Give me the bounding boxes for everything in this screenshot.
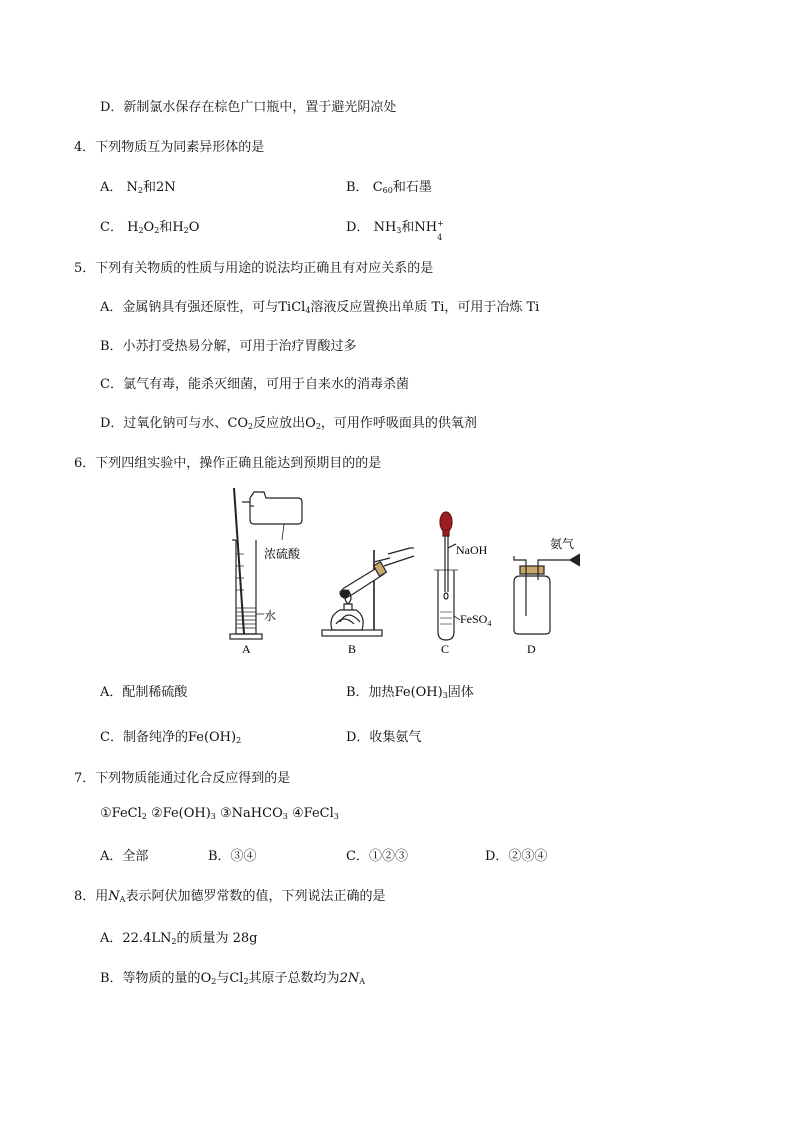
option-text: B．等物质的量的 — [100, 971, 201, 986]
subscript: 2 — [211, 977, 217, 986]
subscript: 2 — [243, 977, 249, 986]
subscript: 2 — [154, 226, 160, 235]
apparatus-b — [322, 548, 414, 636]
formula: Cl — [229, 971, 244, 986]
label-conc-acid: 浓硫酸 — [264, 547, 301, 561]
formula: 2N — [156, 180, 176, 195]
subscript: 3 — [210, 812, 216, 821]
figure-letter-b: B — [348, 642, 357, 656]
q7-option-d: D．②③④ — [485, 849, 548, 864]
formula: O — [188, 220, 200, 235]
q6-option-a: A．配制稀硫酸 — [100, 685, 188, 700]
q6-option-d: D．收集氨气 — [346, 730, 422, 745]
subscript: 2 — [248, 422, 254, 431]
q5-option-c: C．氯气有毒，能杀灭细菌，可用于自来水的消毒杀菌 — [100, 377, 409, 392]
q4-option-c — [100, 216, 199, 235]
option-prefix: D． — [346, 220, 370, 235]
formula: TiCl — [278, 300, 306, 315]
item: ①FeCl — [100, 806, 142, 821]
subscript: 2 — [141, 812, 147, 821]
q6-option-b — [346, 681, 474, 700]
option-text: D．过氧化钠可与水、 — [100, 416, 228, 431]
avogadro-symbol: N — [108, 889, 120, 904]
option-text: ，可用作呼吸面具的供氧剂 — [320, 416, 477, 431]
label-feso4 — [460, 612, 491, 628]
option-prefix: B． — [346, 180, 369, 195]
q7-option-a: A．全部 — [100, 849, 149, 864]
label-naoh: NaOH — [456, 543, 488, 557]
q4-stem: 4．下列物质互为同素异形体的是 — [74, 140, 265, 155]
q4-option-d — [346, 216, 444, 242]
option-text: C．制备纯净的 — [100, 730, 188, 745]
formula: O — [143, 220, 155, 235]
subscript: 3 — [333, 812, 339, 821]
apparatus-d — [514, 554, 580, 634]
subscript: 2 — [236, 736, 242, 745]
figure-letter-a: A — [242, 642, 251, 656]
label-water: 水 — [264, 609, 277, 623]
label-feso4-sub: 4 — [487, 619, 492, 628]
q5-option-d — [100, 412, 477, 431]
q4-option-b — [346, 176, 432, 195]
q7-option-c: C．①②③ — [346, 849, 408, 864]
superscript: + — [437, 219, 444, 228]
connector: 和 — [143, 180, 157, 195]
formula: H — [127, 220, 139, 235]
connector: 与 — [216, 971, 230, 986]
q7-option-b: B．③④ — [208, 849, 257, 864]
avogadro-symbol: 2N — [339, 971, 360, 986]
subscript: 3 — [396, 226, 402, 235]
option-prefix: A． — [100, 931, 123, 946]
formula: NH — [414, 220, 438, 235]
figure-letter-c: C — [441, 642, 450, 656]
q5-stem: 5．下列有关物质的性质与用途的说法均正确且有对应关系的是 — [74, 261, 434, 276]
q8-stem — [74, 885, 385, 904]
q6-stem: 6．下列四组实验中，操作正确且能达到预期目的的是 — [74, 456, 382, 471]
q8-option-b — [100, 967, 365, 986]
subscript: 4 — [305, 306, 311, 315]
q5-option-b: B．小苏打受热易分解，可用于治疗胃酸过多 — [100, 339, 357, 354]
subscript: 2 — [138, 226, 144, 235]
apparatus-c — [434, 512, 460, 640]
stem-text: 8．用 — [74, 889, 109, 904]
formula: C — [372, 180, 383, 195]
option-text: 的质量为 28g — [176, 931, 258, 946]
formula: 22.4LN — [122, 931, 172, 946]
item: ④FeCl — [292, 806, 334, 821]
q3-option-d: D．新制氯水保存在棕色广口瓶中，置于避光阴凉处 — [100, 100, 397, 115]
subscript: 4 — [437, 233, 443, 242]
subscript: 2 — [171, 937, 177, 946]
stem-text: 表示阿伏加德罗常数的值，下列说法正确的是 — [125, 889, 386, 904]
q5-option-a — [100, 296, 539, 315]
formula: O — [200, 971, 212, 986]
subscript: 3 — [442, 691, 448, 700]
option-prefix: C． — [100, 220, 123, 235]
label-ammonia: 氨气 — [550, 537, 575, 551]
connector: 和 — [159, 220, 173, 235]
option-text: B．加热 — [346, 685, 395, 700]
formula: CO — [227, 416, 249, 431]
q4-option-a — [100, 176, 176, 195]
option-text: 固体 — [447, 685, 474, 700]
q8-option-a — [100, 927, 257, 946]
q6-option-c — [100, 726, 241, 745]
option-text: A．金属钠具有强还原性，可与 — [100, 300, 279, 315]
q7-stem: 7．下列物质能通过化合反应得到的是 — [74, 771, 291, 786]
formula: H — [172, 220, 184, 235]
item: ③NaHCO — [220, 806, 283, 821]
option-prefix: A． — [100, 180, 123, 195]
formula: Fe(OH) — [394, 685, 443, 700]
formula: NH — [373, 220, 397, 235]
connector: 和石墨 — [392, 180, 432, 195]
subscript: 2 — [183, 226, 189, 235]
subscript: 2 — [315, 422, 321, 431]
subscript: A — [359, 977, 365, 986]
connector: 和 — [401, 220, 415, 235]
option-text: 溶液反应置换出单质 Ti，可用于冶炼 Ti — [310, 300, 540, 315]
formula: Fe(OH) — [187, 730, 237, 745]
figure-letter-d: D — [527, 642, 536, 656]
subscript: 2 — [137, 186, 143, 195]
option-text: 其原子总数均为 — [248, 971, 340, 986]
apparatus-figure — [214, 484, 594, 656]
label-feso4-text: FeSO — [460, 612, 488, 626]
subscript: 60 — [382, 186, 393, 195]
subscript: 3 — [282, 812, 288, 821]
option-text: 反应放出 — [253, 416, 306, 431]
item: ②Fe(OH) — [151, 806, 211, 821]
formula: O — [305, 416, 316, 431]
formula: N — [126, 180, 138, 195]
subscript: A — [119, 895, 126, 904]
q7-items — [100, 806, 339, 821]
